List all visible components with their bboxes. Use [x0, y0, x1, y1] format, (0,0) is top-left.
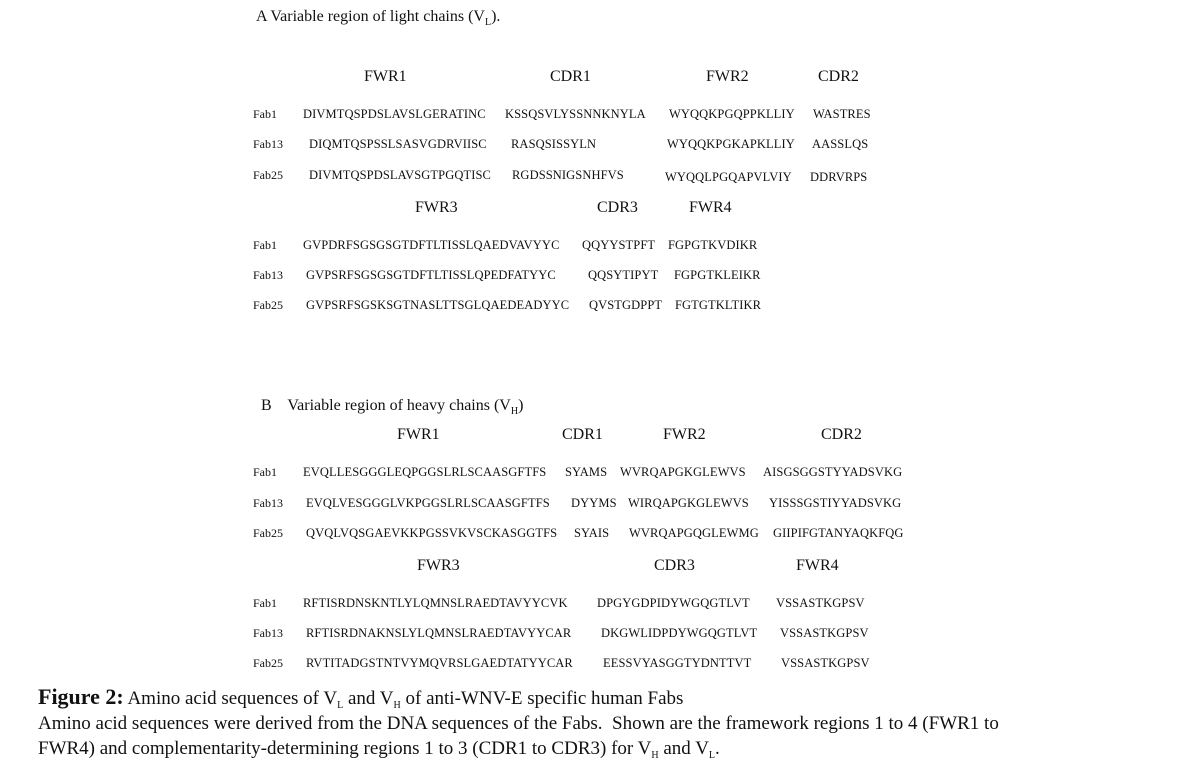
sequence-cell: GIIPIFGTANYAQKFQG: [773, 526, 904, 540]
sequence-cell: EVQLVESGGGLVKPGGSLRLSCAASGFTFS: [306, 496, 550, 510]
sequence-cell: FGPGTKVDIKR: [668, 238, 758, 252]
sequence-cell: DIQMTQSPSSLSASVGDRVIISC: [309, 137, 487, 151]
panel-a-header-fwr4: FWR4: [689, 199, 732, 216]
sequence-cell: QQYYSTPFT: [582, 238, 656, 252]
row-label: Fab1: [253, 465, 277, 479]
caption-title-part1: Amino acid sequences of V: [123, 688, 338, 709]
panel-b-title: [253, 379, 523, 415]
panel-a-header-cdr2: CDR2: [818, 68, 859, 85]
sequence-cell: KSSQSVLYSSNNKNYLA: [505, 107, 646, 121]
caption-title-part3: of anti-WNV-E specific human Fabs: [400, 688, 684, 709]
sequence-cell: EVQLLESGGGLEQPGGSLRLSCAASGFTFS: [303, 465, 547, 479]
caption-line-2: [38, 738, 720, 760]
panel-a-title-suffix: ).: [491, 8, 501, 25]
row-label: Fab13: [253, 268, 283, 282]
sequence-cell: WVRQAPGKGLEWVS: [620, 465, 746, 479]
panel-a-header-fwr1: FWR1: [364, 68, 407, 85]
row-label: Fab13: [253, 626, 283, 640]
sequence-cell: AISGSGGSTYYADSVKG: [763, 465, 903, 479]
caption-line2-part1: FWR4) and complementarity-determining regions 1 to 3 (CDR1 to CDR3) for V: [38, 738, 652, 759]
sequence-cell: WYQQKPGQPPKLLIY: [669, 107, 795, 121]
panel-b-title-suffix: ): [518, 397, 524, 414]
panel-a-header-fwr2: FWR2: [706, 68, 749, 85]
sequence-cell: WYQQKPGKAPKLLIY: [667, 137, 795, 151]
panel-a-header-cdr3: CDR3: [597, 199, 638, 216]
row-label: Fab1: [253, 596, 277, 610]
panel-a-title-subscript: L: [484, 17, 492, 28]
sequence-cell: DIVMTQSPDSLAVSGTPGQTISC: [309, 168, 491, 182]
sequence-cell: QVSTGDPPT: [589, 298, 663, 312]
sequence-cell: GVPDRFSGSGSGTDFTLTISSLQAEDVAVYYC: [303, 238, 560, 252]
panel-a-title: [256, 8, 500, 26]
sequence-cell: VSSASTKGPSV: [781, 656, 870, 670]
panel-b-header-cdr1: CDR1: [562, 426, 603, 443]
caption-line2-sub2: L: [708, 750, 716, 761]
row-label: Fab13: [253, 496, 283, 510]
sequence-cell: DKGWLIDPDYWGQGTLVT: [601, 626, 758, 640]
panel-b-header-cdr2: CDR2: [821, 426, 862, 443]
sequence-cell: YISSSGSTIYYADSVKG: [769, 496, 902, 510]
sequence-cell: WYQQLPGQAPVLVIY: [665, 170, 792, 184]
sequence-cell: DPGYGDPIDYWGQGTLVT: [597, 596, 750, 610]
sequence-cell: SYAIS: [574, 526, 610, 540]
sequence-cell: RFTISRDNSKNTLYLQMNSLRAEDTAVYYCVK: [303, 596, 568, 610]
panel-b-title-text: B Variable region of heavy chains (V: [261, 397, 511, 414]
row-label: Fab25: [253, 656, 283, 670]
panel-b-header-fwr2: FWR2: [663, 426, 706, 443]
sequence-cell: FGTGTKLTIKR: [675, 298, 762, 312]
caption-line-1: Amino acid sequences were derived from the DNA sequences of the Fabs. Shown are the framework regions 1 to 4 (FWR1 to: [38, 713, 999, 734]
sequence-cell: VSSASTKGPSV: [776, 596, 865, 610]
panel-a-header-fwr3: FWR3: [415, 199, 458, 216]
sequence-cell: DYYMS: [571, 496, 617, 510]
sequence-cell: RVTITADGSTNTVYMQVRSLGAEDTATYYCAR: [306, 656, 573, 670]
sequence-cell: RFTISRDNAKNSLYLQMNSLRAEDTAVYYCAR: [306, 626, 572, 640]
row-label: Fab25: [253, 168, 283, 182]
figure-label: Figure 2:: [38, 684, 124, 709]
sequence-cell: AASSLQS: [812, 137, 869, 151]
sequence-cell: RASQSISSYLN: [511, 137, 597, 151]
panel-b-header-fwr1: FWR1: [397, 426, 440, 443]
sequence-cell: FGPGTKLEIKR: [674, 268, 761, 282]
caption-title-part2: and V: [343, 688, 394, 709]
caption-title-sub1: L: [337, 700, 344, 711]
caption-line2-part2: and V: [658, 738, 709, 759]
sequence-cell: WIRQAPGKGLEWVS: [628, 496, 749, 510]
panel-a-title-text: A Variable region of light chains (V: [256, 8, 485, 25]
sequence-cell: EESSVYASGGTYDNTTVT: [603, 656, 752, 670]
caption-title-sub2: H: [393, 700, 401, 711]
sequence-cell: VSSASTKGPSV: [780, 626, 869, 640]
sequence-cell: SYAMS: [565, 465, 608, 479]
sequence-cell: DDRVRPS: [810, 170, 868, 184]
sequence-cell: RGDSSNIGSNHFVS: [512, 168, 624, 182]
sequence-cell: WASTRES: [813, 107, 871, 121]
panel-b-header-cdr3: CDR3: [654, 557, 695, 574]
row-label: Fab25: [253, 298, 283, 312]
caption-line2-sub1: H: [651, 750, 659, 761]
sequence-cell: GVPSRFSGSKSGTNASLTTSGLQAEDEADYYC: [306, 298, 570, 312]
row-label: Fab1: [253, 238, 277, 252]
figure-caption-title: [38, 684, 683, 710]
panel-b-header-fwr4: FWR4: [796, 557, 839, 574]
row-label: Fab25: [253, 526, 283, 540]
panel-b-header-fwr3: FWR3: [417, 557, 460, 574]
row-label: Fab13: [253, 137, 283, 151]
row-label: Fab1: [253, 107, 277, 121]
caption-line2-part3: .: [715, 738, 720, 759]
sequence-cell: DIVMTQSPDSLAVSLGERATINC: [303, 107, 486, 121]
panel-b-title-subscript: H: [510, 406, 519, 417]
sequence-cell: QVQLVQSGAEVKKPGSSVKVSCKASGGTFS: [306, 526, 558, 540]
sequence-cell: GVPSRFSGSGSGTDFTLTISSLQPEDFATYYC: [306, 268, 556, 282]
sequence-cell: WVRQAPGQGLEWMG: [629, 526, 759, 540]
panel-a-header-cdr1: CDR1: [550, 68, 591, 85]
sequence-cell: QQSYTIPYT: [588, 268, 659, 282]
